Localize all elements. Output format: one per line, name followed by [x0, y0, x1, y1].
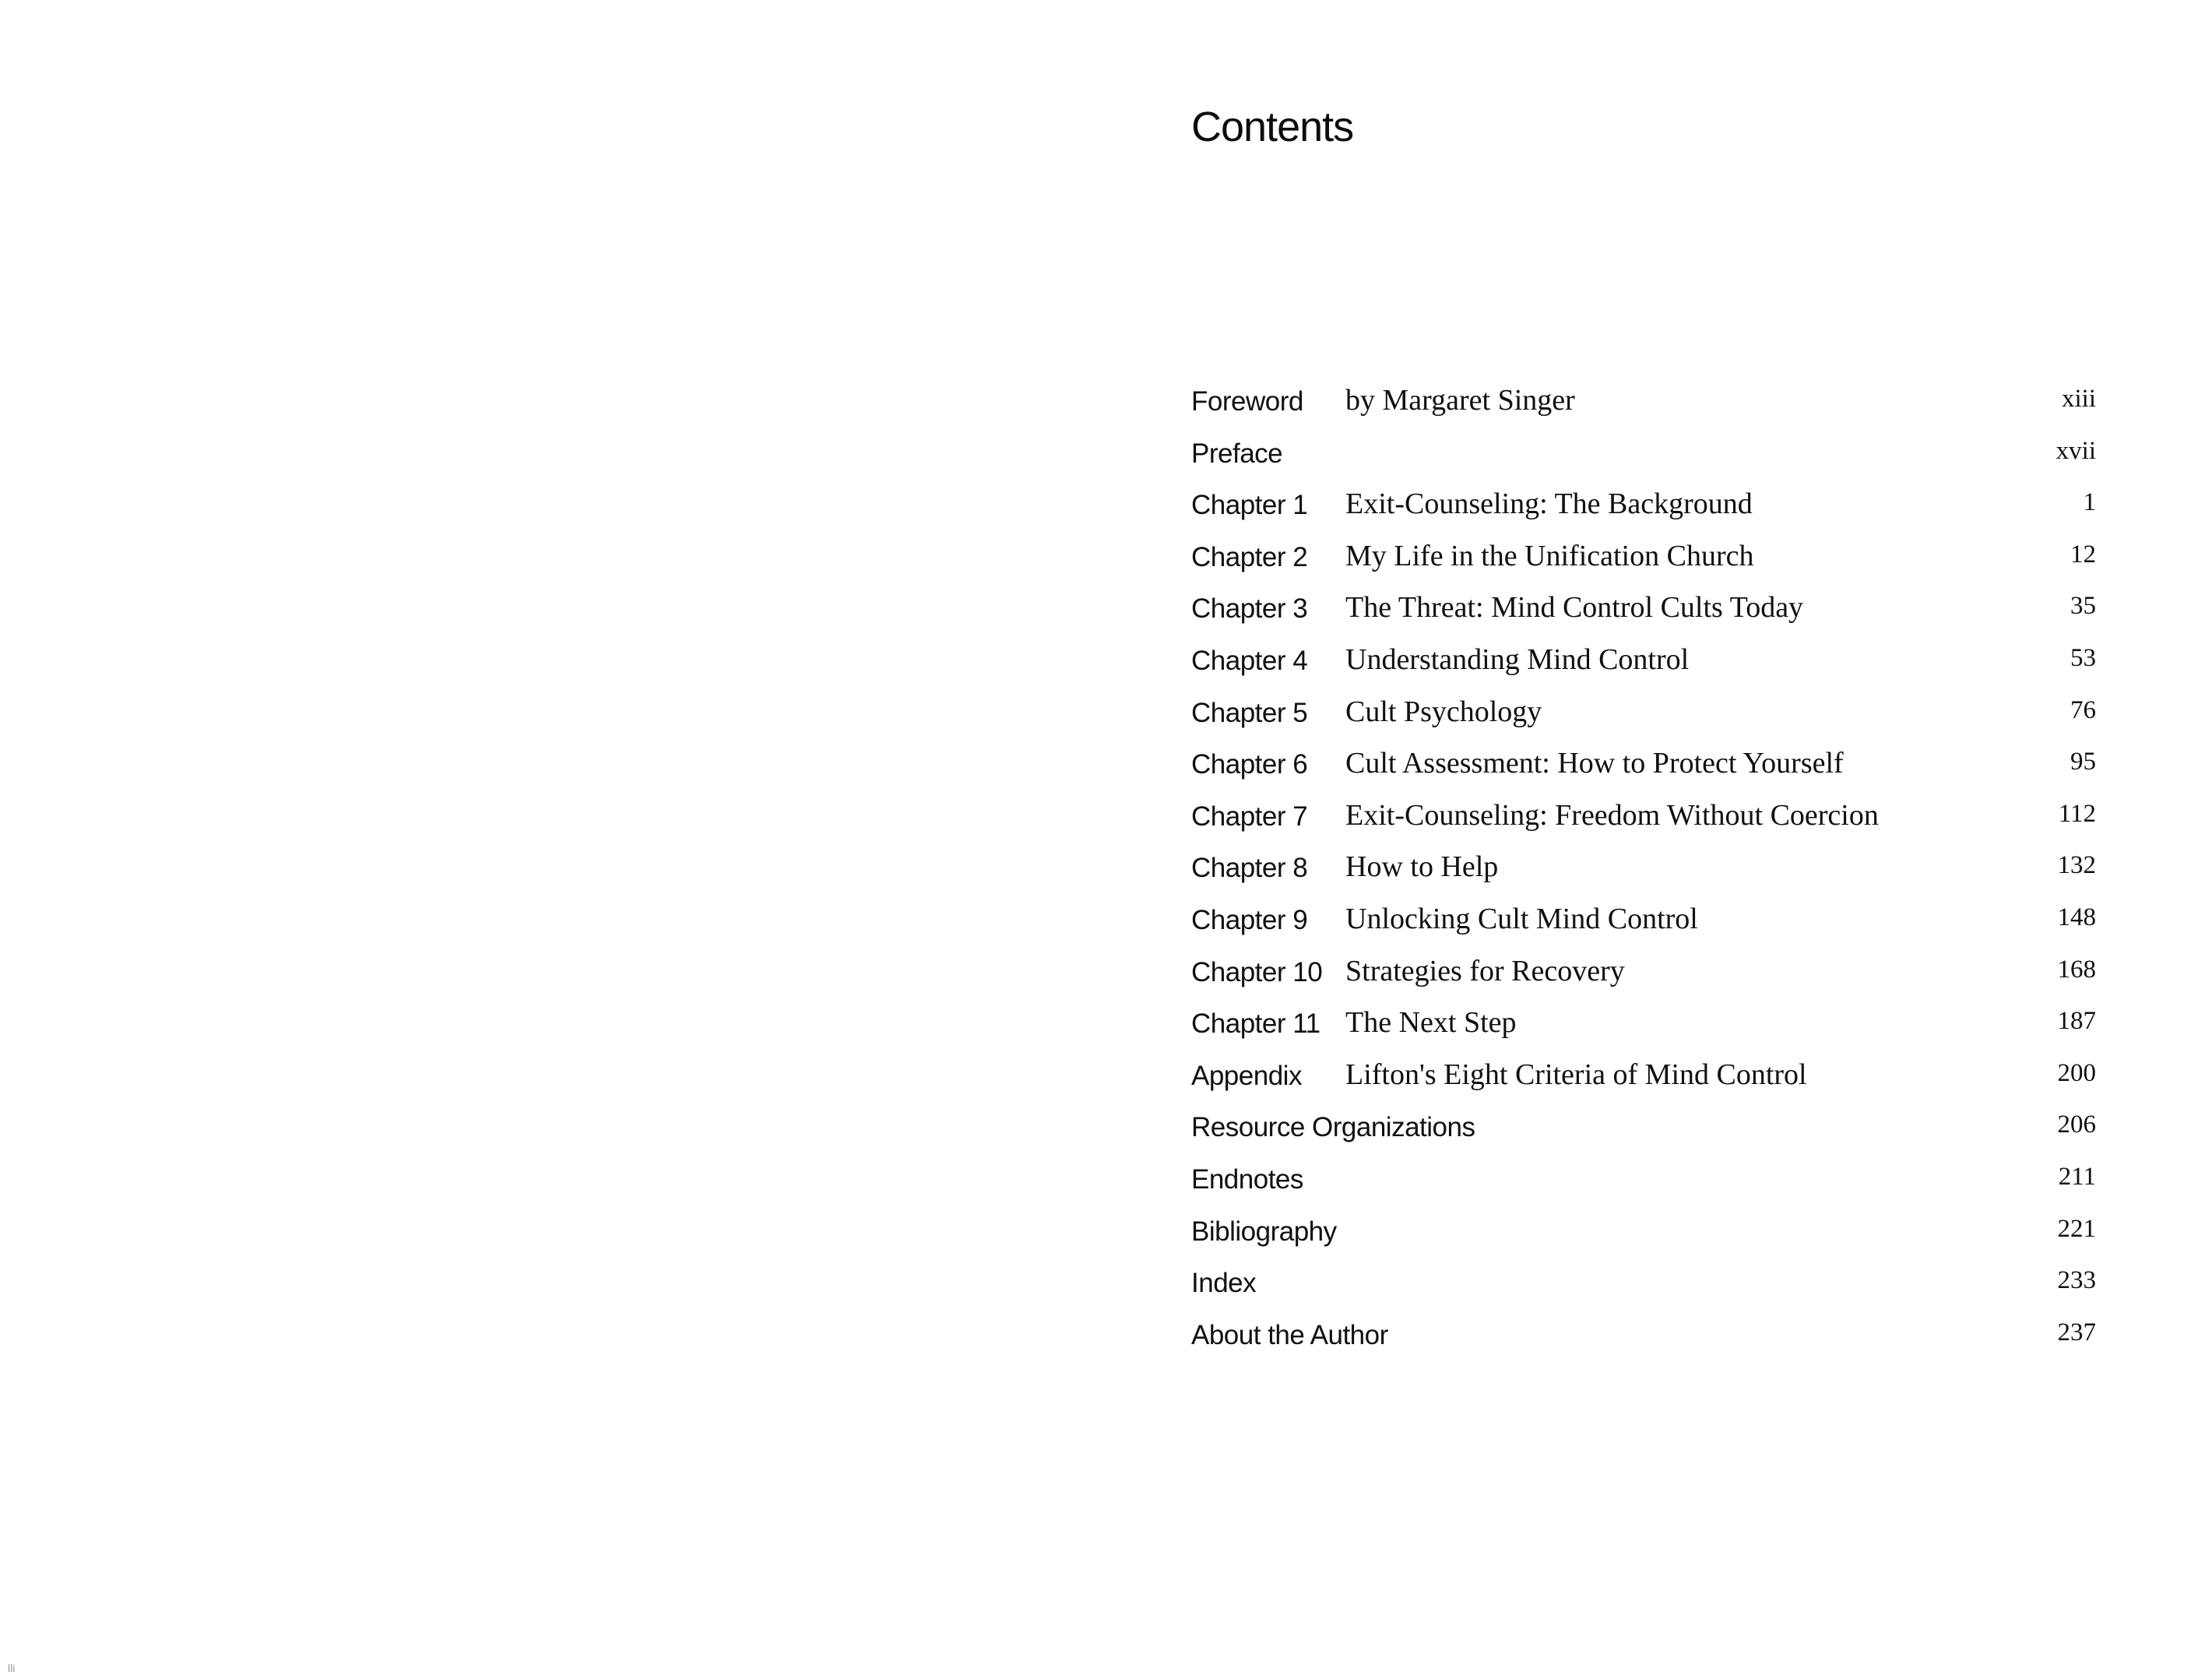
- toc-title: Cult Psychology: [1345, 695, 1542, 728]
- toc-entry-chapter-10: [1191, 952, 2096, 1005]
- toc-page-number: 200: [2057, 1058, 2096, 1087]
- toc-page-number: 95: [2070, 748, 2096, 776]
- toc-label: Chapter 5: [1191, 697, 1308, 728]
- toc-entry-chapter-9: [1191, 900, 2096, 952]
- toc-page-number: 76: [2070, 695, 2096, 724]
- toc-page-number: xvii: [2056, 436, 2096, 465]
- toc-page-number: 12: [2070, 540, 2096, 568]
- toc-label: Index: [1191, 1268, 1257, 1299]
- toc-label: Chapter 9: [1191, 904, 1308, 935]
- toc-label: About the Author: [1191, 1319, 1388, 1350]
- table-of-contents: [1191, 382, 2096, 1367]
- toc-label: Chapter 3: [1191, 593, 1308, 625]
- toc-entry-index: [1191, 1263, 2096, 1315]
- toc-label: Chapter 2: [1191, 541, 1308, 572]
- toc-entry-chapter-5: [1191, 693, 2096, 745]
- toc-label: Chapter 8: [1191, 853, 1308, 884]
- toc-title: Unlocking Cult Mind Control: [1345, 902, 1698, 935]
- toc-title: Exit-Counseling: The Background: [1345, 488, 1753, 521]
- toc-entry-bibliography: [1191, 1212, 2096, 1264]
- toc-entry-chapter-3: [1191, 589, 2096, 641]
- toc-label: Endnotes: [1191, 1163, 1303, 1195]
- contents-heading: Contents: [1191, 104, 1354, 150]
- toc-page-number: 35: [2070, 592, 2096, 621]
- toc-label: Chapter 11: [1191, 1008, 1321, 1040]
- toc-entry-about-the-author: [1191, 1315, 2096, 1367]
- toc-entry-chapter-4: [1191, 641, 2096, 693]
- toc-page-number: 221: [2057, 1214, 2096, 1243]
- page-corner-mark: lli: [8, 1662, 16, 1674]
- toc-entry-chapter-6: [1191, 744, 2096, 797]
- toc-page-number: 1: [2083, 488, 2096, 517]
- toc-entry-resource-organizations: [1191, 1107, 2096, 1160]
- toc-title: Cult Assessment: How to Protect Yourself: [1345, 747, 1844, 780]
- toc-title: Strategies for Recovery: [1345, 954, 1625, 987]
- toc-label: Chapter 6: [1191, 749, 1308, 780]
- toc-page-number: 187: [2057, 1007, 2096, 1036]
- toc-title: The Next Step: [1345, 1006, 1517, 1040]
- toc-label: Preface: [1191, 438, 1283, 469]
- toc-entry-endnotes: [1191, 1160, 2096, 1212]
- toc-page-number: 206: [2057, 1111, 2096, 1139]
- toc-label: Chapter 4: [1191, 645, 1308, 676]
- toc-page-number: 132: [2057, 851, 2096, 880]
- toc-page-number: 168: [2057, 955, 2096, 984]
- toc-title: Exit-Counseling: Freedom Without Coercion: [1345, 798, 1879, 832]
- toc-title: Lifton's Eight Criteria of Mind Control: [1345, 1058, 1807, 1091]
- toc-page-number: 233: [2057, 1266, 2096, 1295]
- toc-entry-chapter-7: [1191, 797, 2096, 849]
- toc-label: Chapter 10: [1191, 956, 1323, 987]
- toc-label: Appendix: [1191, 1060, 1302, 1091]
- toc-page-number: xiii: [2061, 385, 2096, 413]
- toc-entry-chapter-1: [1191, 485, 2096, 537]
- toc-label: Foreword: [1191, 386, 1303, 417]
- toc-page-number: 53: [2070, 643, 2096, 672]
- toc-label: Resource Organizations: [1191, 1112, 1475, 1143]
- toc-page-number: 112: [2058, 799, 2096, 828]
- toc-entry-chapter-2: [1191, 537, 2096, 590]
- toc-page-number: 211: [2058, 1162, 2096, 1191]
- toc-title: How to Help: [1345, 850, 1499, 884]
- toc-page-number: 148: [2057, 903, 2096, 931]
- toc-label: Bibliography: [1191, 1216, 1337, 1247]
- toc-entry-preface: [1191, 434, 2096, 486]
- toc-entry-chapter-11: [1191, 1004, 2096, 1056]
- toc-entry-foreword: [1191, 382, 2096, 434]
- toc-title: My Life in the Unification Church: [1345, 539, 1754, 572]
- toc-entry-appendix: [1191, 1056, 2096, 1108]
- toc-title: by Margaret Singer: [1345, 384, 1575, 417]
- toc-title: Understanding Mind Control: [1345, 642, 1690, 676]
- toc-entry-chapter-8: [1191, 848, 2096, 900]
- toc-label: Chapter 1: [1191, 490, 1308, 521]
- toc-page-number: 237: [2057, 1318, 2096, 1346]
- toc-label: Chapter 7: [1191, 801, 1308, 832]
- toc-title: The Threat: Mind Control Cults Today: [1345, 591, 1804, 625]
